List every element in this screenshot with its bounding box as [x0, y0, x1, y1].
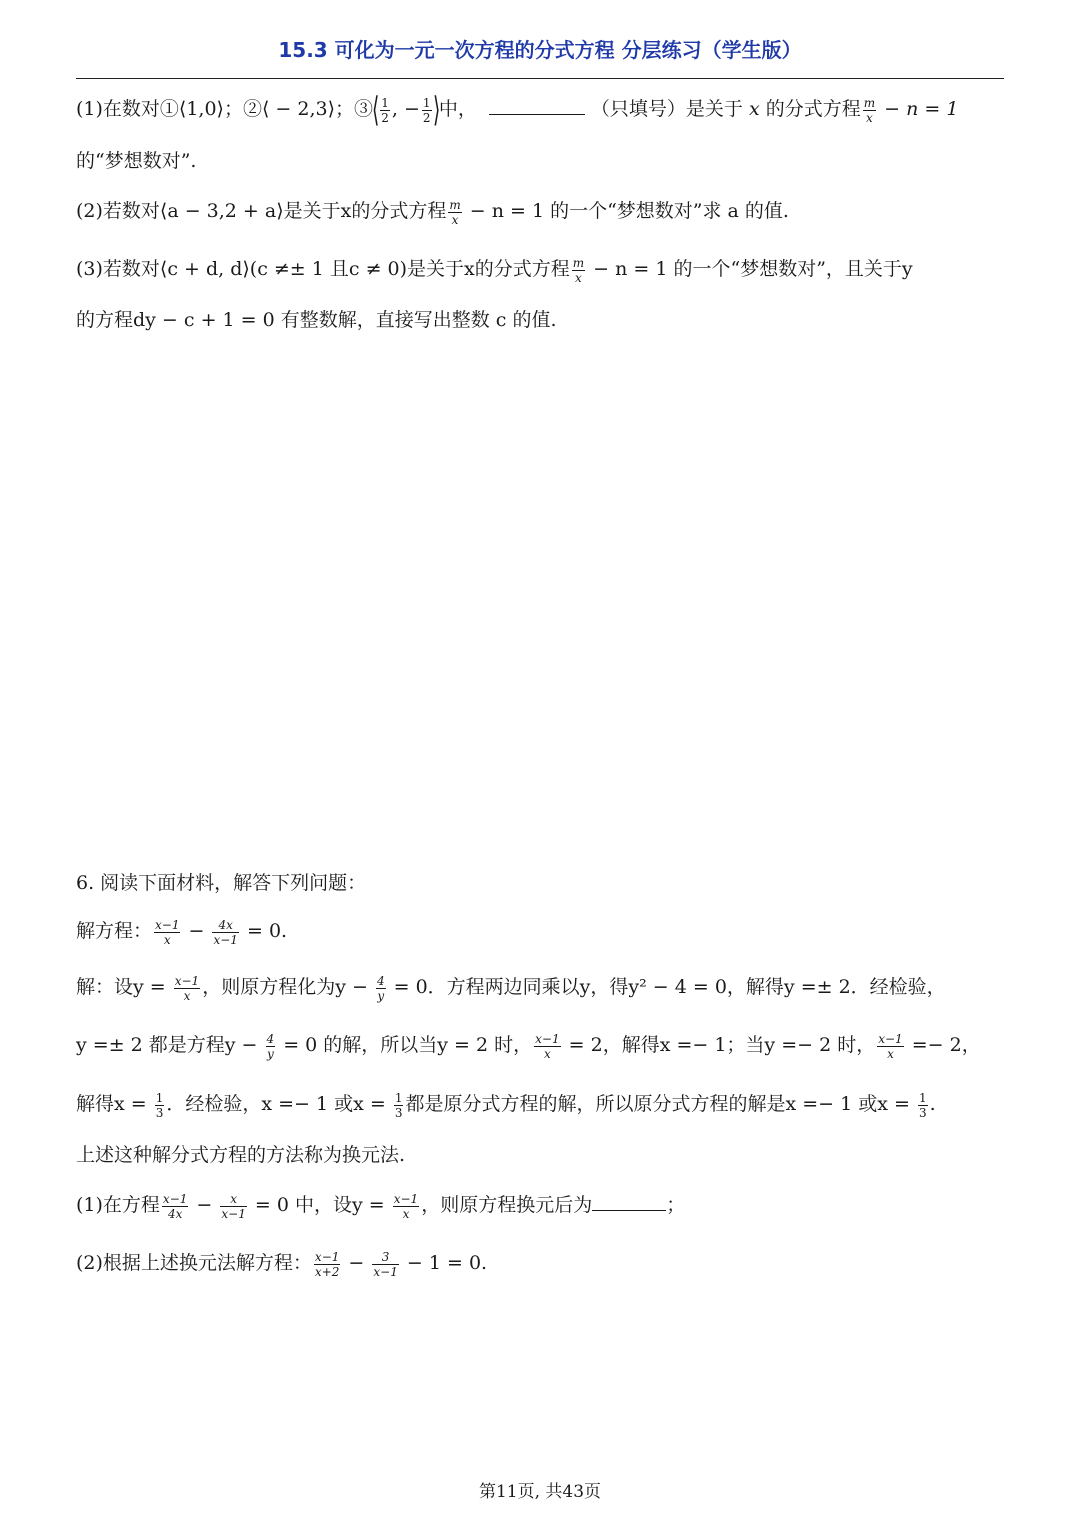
fraction: $\frac{x}{x-1}$ [221, 1191, 246, 1221]
q6-sol3-d: . [929, 1093, 936, 1115]
q6-sol2-a: y =± 2 都是方程y − [76, 1034, 264, 1056]
q5-p1-text-d: 的分式方程 [765, 98, 861, 120]
q6-p1-a: (1)在方程 [76, 1194, 160, 1216]
minus-sign: − [182, 920, 211, 942]
fraction: $\frac{m}{x}$ [863, 95, 876, 125]
q6-equation [76, 916, 287, 947]
q6-sol1-a: 解：设y = [76, 976, 172, 998]
q6-sol3-a: 解得x = [76, 1093, 153, 1115]
q6-p2-a: (2)根据上述换元法解方程： [76, 1252, 312, 1274]
fraction: $\frac{1}{3}$ [918, 1090, 927, 1120]
fraction: $\frac{x-1}{x}$ [535, 1031, 560, 1061]
fraction: $\frac{1}{3}$ [155, 1090, 164, 1120]
q6-part2 [76, 1248, 487, 1279]
fraction: $\frac{1}{2}$ [381, 95, 389, 125]
q6-p1-c: ，则原方程换元后为 [421, 1194, 593, 1216]
fraction: $\frac{1}{3}$ [394, 1090, 403, 1120]
q5-p1-text-c: （只填号）是关于 [590, 98, 743, 120]
answer-blank[interactable] [489, 94, 585, 115]
q6-solution-line4: 上述这种解分式方程的方法称为换元法. [76, 1144, 406, 1166]
fraction: $\frac{m}{x}$ [449, 197, 461, 227]
fraction: $\frac{x-1}{x}$ [878, 1031, 903, 1061]
left-angle-bracket: ⟨ [371, 90, 380, 130]
q5-p3-text-b: − n = 1 的一个“梦想数对”，且关于y [587, 258, 913, 280]
q5-p3-text-a: (3)若数对⟨c + d, d⟩(c ≠± 1 且c ≠ 0)是关于x的分式方程 [76, 258, 570, 280]
q5-p1-third-mid: , − [391, 98, 420, 120]
q6-eq-text-a: 解方程： [76, 920, 153, 942]
fraction: $\frac{4}{y}$ [376, 973, 385, 1003]
q5-p2-text-b: − n = 1 的一个“梦想数对”求 a 的值. [463, 200, 789, 222]
answer-blank[interactable] [592, 1190, 666, 1211]
page-number: 第11页, 共43页 [478, 1482, 602, 1502]
fraction: $\frac{x-1}{x+2}$ [314, 1249, 340, 1279]
q6-solution-line2 [76, 1030, 1004, 1061]
fraction: $\frac{1}{2}$ [422, 95, 431, 125]
q6-eq-text-b: = 0. [240, 920, 288, 942]
fraction: $\frac{m}{x}$ [572, 255, 585, 285]
q6-sol1-b: ，则原方程化为y − [202, 976, 374, 998]
q6-sol1-c: = 0．方程两边同乘以y，得y² − 4 = 0，解得y =± 2．经检验， [387, 976, 946, 998]
fraction: $\frac{x-1}{x}$ [155, 917, 180, 947]
fraction: $\frac{3}{x-1}$ [373, 1249, 398, 1279]
q5-part3-line2: 的方程dy − c + 1 = 0 有整数解，直接写出整数 c 的值. [76, 309, 557, 331]
var-x: x [748, 98, 760, 120]
q6-sol3-b: ．经检验，x =− 1 或x = [166, 1093, 392, 1115]
q6-sol2-c: = 2，解得x =− 1；当y =− 2 时， [562, 1034, 876, 1056]
fraction: $\frac{x-1}{x}$ [393, 1191, 419, 1221]
q5-p2-text-a: (2)若数对⟨a − 3,2 + a⟩是关于x的分式方程 [76, 200, 447, 222]
right-angle-bracket: ⟩ [432, 90, 440, 130]
q6-sol2-b: = 0 的解，所以当y = 2 时， [277, 1034, 533, 1056]
q6-sol3-c: 都是原分式方程的解，所以原分式方程的解是x =− 1 或x = [405, 1093, 916, 1115]
minus-sign: − [342, 1252, 371, 1274]
fraction: $\frac{4x}{x-1}$ [213, 917, 238, 947]
q5-part2 [76, 196, 789, 227]
q6-part1 [76, 1190, 685, 1221]
q6-p2-b: − 1 = 0. [400, 1252, 488, 1274]
fraction: $\frac{x-1}{4x}$ [162, 1191, 188, 1221]
page-header-title: 15.3 可化为一元一次方程的分式方程 分层练习（学生版） [278, 38, 802, 62]
fraction: $\frac{4}{y}$ [266, 1031, 275, 1061]
fraction: $\frac{x-1}{x}$ [174, 973, 200, 1003]
minus-sign: − [190, 1194, 219, 1216]
q5-p1-text-a: (1)在数对①⟨1,0⟩；②⟨ − 2,3⟩；③ [76, 98, 373, 120]
q5-part1-line2: 的“梦想数对”. [76, 150, 197, 172]
q6-solution-line1 [76, 972, 1004, 1003]
q6-solution-line3 [76, 1089, 1004, 1120]
header-divider [76, 78, 1004, 79]
q5-p1-text-e: − n = 1 [878, 98, 959, 120]
q6-p1-d: ； [666, 1194, 686, 1216]
q6-p1-b: = 0 中，设y = [248, 1194, 391, 1216]
q6-title: 6. 阅读下面材料，解答下列问题： [76, 872, 367, 894]
q5-p1-text-b: 中， [438, 98, 477, 120]
q6-sol2-d: =− 2， [905, 1034, 981, 1056]
q5-part1-line1 [76, 90, 959, 130]
q5-part3-line1 [76, 254, 913, 285]
